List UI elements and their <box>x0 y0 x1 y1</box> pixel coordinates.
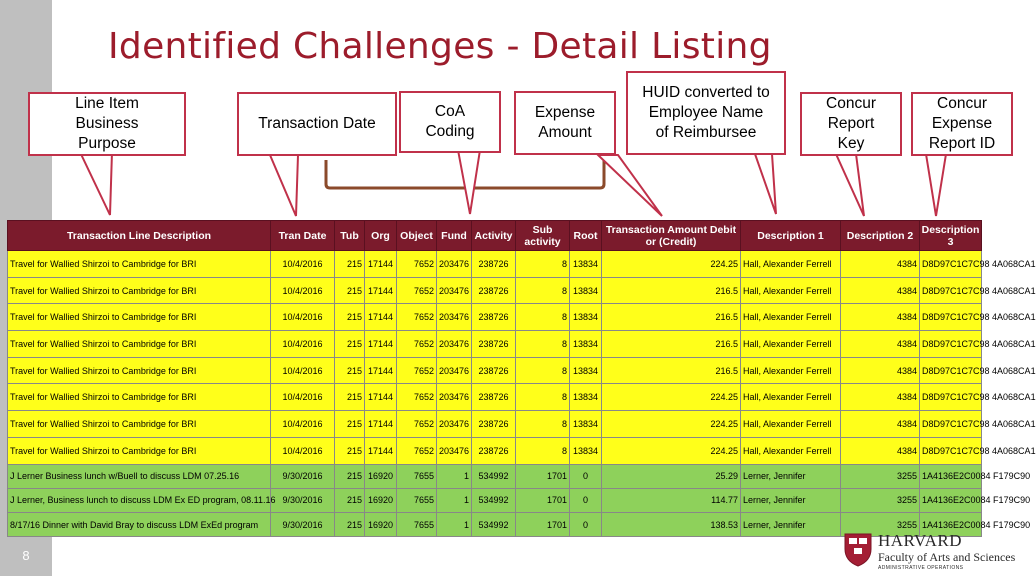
coa-bracket <box>326 160 604 188</box>
cell-amount: 216.5 <box>602 277 741 304</box>
cell-root: 0 <box>570 513 602 537</box>
coa-callout: CoA Coding <box>399 91 501 153</box>
cell-description-3: D8D97C1C7C98 4A068CA1 <box>920 411 982 438</box>
line-item-pointer <box>80 152 112 215</box>
cell-tub: 215 <box>335 331 365 358</box>
cell-description: Travel for Wallied Shirzoi to Cambridge for BRI <box>8 277 271 304</box>
cell-org: 17144 <box>365 304 397 331</box>
report-id-callout: Concur Expense Report ID <box>911 92 1013 156</box>
cell-description-3: D8D97C1C7C98 4A068CA1 <box>920 331 982 358</box>
cell-object: 7652 <box>397 331 437 358</box>
cell-object: 7652 <box>397 437 437 464</box>
table-row <box>8 437 982 464</box>
cell-object: 7655 <box>397 488 437 512</box>
slide-number: 8 <box>22 548 30 563</box>
cell-tran-date: 10/4/2016 <box>271 251 335 278</box>
cell-description: Travel for Wallied Shirzoi to Cambridge for BRI <box>8 251 271 278</box>
col-header: Tran Date <box>271 221 335 251</box>
table-row <box>8 277 982 304</box>
cell-description-2: 3255 <box>841 464 920 488</box>
cell-amount: 224.25 <box>602 411 741 438</box>
cell-org: 17144 <box>365 384 397 411</box>
cell-tub: 215 <box>335 304 365 331</box>
cell-description-1: Hall, Alexander Ferrell <box>741 384 841 411</box>
cell-tub: 215 <box>335 464 365 488</box>
cell-fund: 203476 <box>437 277 472 304</box>
cell-root: 13834 <box>570 437 602 464</box>
cell-sub-activity: 8 <box>516 304 570 331</box>
cell-sub-activity: 8 <box>516 277 570 304</box>
cell-tub: 215 <box>335 513 365 537</box>
tran-date-callout: Transaction Date <box>237 92 397 156</box>
cell-activity: 238726 <box>472 277 516 304</box>
cell-sub-activity: 8 <box>516 437 570 464</box>
cell-tran-date: 10/4/2016 <box>271 304 335 331</box>
cell-tub: 215 <box>335 357 365 384</box>
cell-fund: 1 <box>437 464 472 488</box>
cell-description: Travel for Wallied Shirzoi to Cambridge for BRI <box>8 357 271 384</box>
cell-tran-date: 10/4/2016 <box>271 331 335 358</box>
cell-object: 7652 <box>397 251 437 278</box>
cell-sub-activity: 8 <box>516 411 570 438</box>
col-header: Description 3 <box>920 221 982 251</box>
cell-description-1: Lerner, Jennifer <box>741 464 841 488</box>
cell-description-1: Hall, Alexander Ferrell <box>741 357 841 384</box>
col-header: Tub <box>335 221 365 251</box>
cell-tub: 215 <box>335 251 365 278</box>
cell-tub: 215 <box>335 277 365 304</box>
report-key-callout: Concur Report Key <box>800 92 902 156</box>
cell-amount: 224.25 <box>602 251 741 278</box>
cell-description-2: 4384 <box>841 251 920 278</box>
cell-activity: 238726 <box>472 411 516 438</box>
cell-org: 17144 <box>365 437 397 464</box>
cell-fund: 203476 <box>437 331 472 358</box>
cell-description-2: 4384 <box>841 411 920 438</box>
cell-sub-activity: 8 <box>516 384 570 411</box>
cell-activity: 238726 <box>472 357 516 384</box>
cell-description-2: 4384 <box>841 331 920 358</box>
cell-fund: 203476 <box>437 384 472 411</box>
cell-object: 7652 <box>397 411 437 438</box>
cell-amount: 216.5 <box>602 357 741 384</box>
cell-activity: 534992 <box>472 488 516 512</box>
table-row <box>8 304 982 331</box>
cell-description: J Lerner, Business lunch to discuss LDM Ex ED program, 08.11.16 <box>8 488 271 512</box>
cell-tran-date: 9/30/2016 <box>271 488 335 512</box>
table-row <box>8 357 982 384</box>
cell-description-1: Lerner, Jennifer <box>741 513 841 537</box>
cell-root: 0 <box>570 464 602 488</box>
cell-activity: 534992 <box>472 464 516 488</box>
cell-org: 17144 <box>365 277 397 304</box>
cell-tub: 215 <box>335 411 365 438</box>
col-header: Description 2 <box>841 221 920 251</box>
cell-org: 16920 <box>365 513 397 537</box>
cell-amount: 138.53 <box>602 513 741 537</box>
col-header: Fund <box>437 221 472 251</box>
table-row <box>8 513 982 537</box>
cell-activity: 238726 <box>472 384 516 411</box>
col-header: Transaction Amount Debit or (Credit) <box>602 221 741 251</box>
cell-tub: 215 <box>335 437 365 464</box>
col-header: Root <box>570 221 602 251</box>
cell-description-2: 4384 <box>841 437 920 464</box>
cell-object: 7652 <box>397 304 437 331</box>
cell-object: 7655 <box>397 513 437 537</box>
slide-title: Identified Challenges - Detail Listing <box>108 26 772 67</box>
cell-object: 7652 <box>397 384 437 411</box>
report-id-pointer <box>926 154 946 216</box>
cell-description-2: 3255 <box>841 488 920 512</box>
cell-description-2: 3255 <box>841 513 920 537</box>
cell-description-3: D8D97C1C7C98 4A068CA1 <box>920 437 982 464</box>
cell-activity: 238726 <box>472 304 516 331</box>
col-header: Activity <box>472 221 516 251</box>
cell-amount: 224.25 <box>602 437 741 464</box>
col-header: Object <box>397 221 437 251</box>
cell-activity: 534992 <box>472 513 516 537</box>
expense-callout: Expense Amount <box>514 91 616 155</box>
col-header: Sub activity <box>516 221 570 251</box>
coa-pointer <box>458 150 480 214</box>
cell-tran-date: 10/4/2016 <box>271 277 335 304</box>
cell-tran-date: 10/4/2016 <box>271 411 335 438</box>
cell-amount: 25.29 <box>602 464 741 488</box>
table-row <box>8 411 982 438</box>
cell-sub-activity: 8 <box>516 357 570 384</box>
cell-activity: 238726 <box>472 251 516 278</box>
cell-root: 0 <box>570 488 602 512</box>
cell-org: 16920 <box>365 488 397 512</box>
cell-sub-activity: 1701 <box>516 488 570 512</box>
cell-tran-date: 9/30/2016 <box>271 513 335 537</box>
cell-tran-date: 9/30/2016 <box>271 464 335 488</box>
cell-sub-activity: 8 <box>516 331 570 358</box>
table-body <box>8 251 1036 537</box>
cell-fund: 203476 <box>437 357 472 384</box>
cell-fund: 203476 <box>437 304 472 331</box>
cell-description-2: 4384 <box>841 384 920 411</box>
cell-description: Travel for Wallied Shirzoi to Cambridge for BRI <box>8 331 271 358</box>
cell-description-1: Hall, Alexander Ferrell <box>741 277 841 304</box>
logo-division: ADMINISTRATIVE OPERATIONS <box>878 565 964 571</box>
cell-sub-activity: 8 <box>516 251 570 278</box>
cell-description-1: Hall, Alexander Ferrell <box>741 437 841 464</box>
table-row <box>8 488 982 512</box>
logo-faculty: Faculty of Arts and Sciences <box>878 550 1016 564</box>
col-header: Org <box>365 221 397 251</box>
tran-date-pointer <box>270 155 298 216</box>
cell-description-2: 4384 <box>841 304 920 331</box>
cell-description-3: 1A4136E2C0084 F179C90 <box>920 464 982 488</box>
cell-description-2: 4384 <box>841 277 920 304</box>
table-row <box>8 384 982 411</box>
table-row <box>8 464 982 488</box>
cell-tub: 215 <box>335 384 365 411</box>
cell-description-3: D8D97C1C7C98 4A068CA1 <box>920 357 982 384</box>
cell-description-1: Hall, Alexander Ferrell <box>741 411 841 438</box>
cell-root: 13834 <box>570 357 602 384</box>
cell-tran-date: 10/4/2016 <box>271 437 335 464</box>
harvard-logo <box>844 529 1024 576</box>
cell-description-1: Hall, Alexander Ferrell <box>741 331 841 358</box>
cell-description-3: D8D97C1C7C98 4A068CA1 <box>920 304 982 331</box>
cell-description-2: 4384 <box>841 357 920 384</box>
cell-description-1: Lerner, Jennifer <box>741 488 841 512</box>
table-header-row <box>8 221 982 251</box>
cell-description-3: D8D97C1C7C98 4A068CA1 <box>920 251 982 278</box>
cell-tub: 215 <box>335 488 365 512</box>
table-row <box>8 331 982 358</box>
cell-root: 13834 <box>570 251 602 278</box>
detail-table <box>7 220 1036 537</box>
cell-root: 13834 <box>570 331 602 358</box>
cell-description: Travel for Wallied Shirzoi to Cambridge for BRI <box>8 437 271 464</box>
cell-object: 7652 <box>397 277 437 304</box>
table-row <box>8 251 982 278</box>
col-header: Description 1 <box>741 221 841 251</box>
cell-fund: 203476 <box>437 251 472 278</box>
report-key-pointer <box>836 154 864 216</box>
cell-org: 17144 <box>365 251 397 278</box>
cell-description: Travel for Wallied Shirzoi to Cambridge for BRI <box>8 411 271 438</box>
cell-description-1: Hall, Alexander Ferrell <box>741 251 841 278</box>
cell-org: 16920 <box>365 464 397 488</box>
cell-amount: 224.25 <box>602 384 741 411</box>
cell-description: Travel for Wallied Shirzoi to Cambridge for BRI <box>8 304 271 331</box>
cell-org: 17144 <box>365 331 397 358</box>
cell-sub-activity: 1701 <box>516 513 570 537</box>
cell-sub-activity: 1701 <box>516 464 570 488</box>
cell-fund: 1 <box>437 488 472 512</box>
logo-name: HARVARD <box>878 531 963 550</box>
cell-description-3: 1A4136E2C0084 F179C90 <box>920 488 982 512</box>
cell-tran-date: 10/4/2016 <box>271 384 335 411</box>
cell-description-1: Hall, Alexander Ferrell <box>741 304 841 331</box>
cell-description: Travel for Wallied Shirzoi to Cambridge for BRI <box>8 384 271 411</box>
cell-org: 17144 <box>365 411 397 438</box>
cell-amount: 114.77 <box>602 488 741 512</box>
cell-root: 13834 <box>570 304 602 331</box>
cell-description: J Lerner Business lunch w/Buell to discuss LDM 07.25.16 <box>8 464 271 488</box>
huid-callout: HUID converted to Employee Name of Reimbursee <box>626 71 786 155</box>
cell-root: 13834 <box>570 384 602 411</box>
harvard-shield-icon <box>844 533 872 567</box>
cell-description: 8/17/16 Dinner with David Bray to discuss LDM ExEd program <box>8 513 271 537</box>
line-item-callout: Line Item Business Purpose <box>28 92 186 156</box>
cell-object: 7655 <box>397 464 437 488</box>
cell-description-3: 1A4136E2C0084 F179C90 <box>920 513 982 537</box>
cell-activity: 238726 <box>472 331 516 358</box>
cell-fund: 203476 <box>437 411 472 438</box>
cell-tran-date: 10/4/2016 <box>271 357 335 384</box>
expense-pointer <box>598 155 662 216</box>
cell-org: 17144 <box>365 357 397 384</box>
cell-amount: 216.5 <box>602 304 741 331</box>
col-header: Transaction Line Description <box>8 221 271 251</box>
cell-description-3: D8D97C1C7C98 4A068CA1 <box>920 277 982 304</box>
huid-pointer <box>755 154 776 214</box>
cell-amount: 216.5 <box>602 331 741 358</box>
cell-fund: 1 <box>437 513 472 537</box>
cell-root: 13834 <box>570 277 602 304</box>
cell-activity: 238726 <box>472 437 516 464</box>
cell-object: 7652 <box>397 357 437 384</box>
cell-root: 13834 <box>570 411 602 438</box>
cell-description-3: D8D97C1C7C98 4A068CA1 <box>920 384 982 411</box>
cell-fund: 203476 <box>437 437 472 464</box>
